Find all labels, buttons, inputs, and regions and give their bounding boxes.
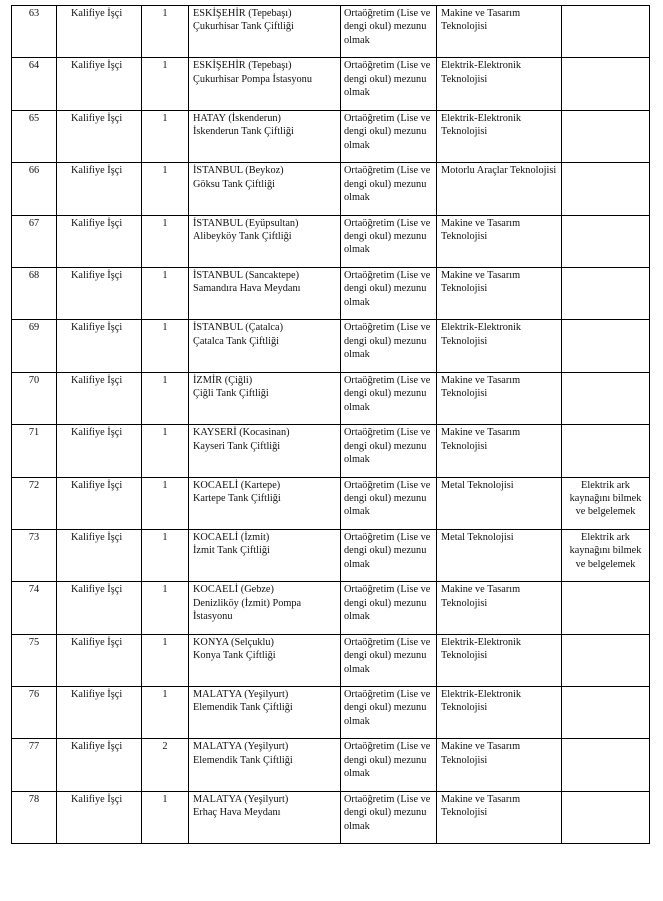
table-row <box>12 267 650 319</box>
position-title-cell <box>57 58 142 110</box>
location-site-text: Elemendik Tank Çiftliği <box>193 702 293 714</box>
row-number-cell <box>12 425 57 477</box>
table-row <box>12 425 650 477</box>
position-title-title-text: Kalifiye İşçi <box>71 322 123 334</box>
location-site-text: Çukurhisar Pompa İstasyonu <box>193 73 312 85</box>
location-location-text: İSTANBUL (Sancaktepe) <box>193 269 300 281</box>
note-cell <box>562 425 650 477</box>
location-site-text: Konya Tank Çiftliği <box>193 650 276 662</box>
field-cell <box>437 687 562 739</box>
field-cell <box>437 529 562 581</box>
education-education-text: Ortaöğretim (Lise ve dengi okul) mezunu olmak <box>344 8 431 46</box>
location-location-text: MALATYA (Yeşilyurt) <box>193 689 289 701</box>
note-cell <box>562 110 650 162</box>
field-cell <box>437 320 562 372</box>
location-cell <box>189 739 341 791</box>
position-count-count-text: 1 <box>162 374 168 386</box>
field-cell <box>437 791 562 843</box>
position-title-title-text: Kalifiye İşçi <box>71 269 123 281</box>
position-count-cell <box>142 529 189 581</box>
field-field-text: Elektrik-Elektronik Teknolojisi <box>441 60 522 85</box>
field-cell <box>437 477 562 529</box>
position-title-title-text: Kalifiye İşçi <box>71 741 123 753</box>
position-count-count-text: 1 <box>162 584 168 596</box>
location-cell <box>189 477 341 529</box>
position-title-cell <box>57 163 142 215</box>
location-site-text: Erhaç Hava Meydanı <box>193 807 281 819</box>
education-cell <box>341 215 437 267</box>
row-number-cell <box>12 267 57 319</box>
row-number-cell <box>12 582 57 634</box>
education-education-text: Ortaöğretim (Lise ve dengi okul) mezunu olmak <box>344 112 431 151</box>
field-field-text: Makine ve Tasarım Teknolojisi <box>441 269 521 295</box>
location-site-text: Çukurhisar Tank Çiftliği <box>193 21 294 33</box>
note-cell <box>562 215 650 267</box>
location-location-text: İSTANBUL (Eyüpsultan) <box>193 217 299 229</box>
position-title-title-text: Kalifiye İşçi <box>71 60 123 72</box>
table-row <box>12 477 650 529</box>
position-title-cell <box>57 739 142 791</box>
position-count-count-text: 1 <box>162 427 168 439</box>
position-title-cell <box>57 425 142 477</box>
field-cell <box>437 372 562 424</box>
education-education-text: Ortaöğretim (Lise ve dengi okul) mezunu olmak <box>344 374 431 413</box>
position-count-count-text: 1 <box>162 636 168 648</box>
position-title-cell <box>57 110 142 162</box>
location-cell <box>189 425 341 477</box>
location-cell <box>189 267 341 319</box>
position-title-title-text: Kalifiye İşçi <box>71 793 123 805</box>
position-count-cell <box>142 110 189 162</box>
field-cell <box>437 6 562 58</box>
position-count-cell <box>142 320 189 372</box>
location-cell <box>189 215 341 267</box>
position-title-cell <box>57 372 142 424</box>
position-count-cell <box>142 163 189 215</box>
education-education-text: Ortaöğretim (Lise ve dengi okul) mezunu olmak <box>344 165 431 203</box>
row-number-no-text: 70 <box>28 374 40 386</box>
position-count-count-text: 1 <box>162 531 168 543</box>
note-cell <box>562 320 650 372</box>
note-cell <box>562 372 650 424</box>
note-cell <box>562 582 650 634</box>
position-count-count-text: 1 <box>162 793 168 805</box>
field-field-text: Metal Teknolojisi <box>441 531 514 543</box>
table-row <box>12 6 650 58</box>
position-title-cell <box>57 791 142 843</box>
position-count-cell <box>142 425 189 477</box>
education-education-text: Ortaöğretim (Lise ve dengi okul) mezunu olmak <box>344 269 431 308</box>
row-number-no-text: 71 <box>28 427 40 439</box>
note-cell <box>562 739 650 791</box>
position-title-cell <box>57 634 142 686</box>
position-count-cell <box>142 477 189 529</box>
education-education-text: Ortaöğretim (Lise ve dengi okul) mezunu olmak <box>344 689 431 727</box>
note-cell <box>562 529 650 581</box>
position-title-cell <box>57 582 142 634</box>
field-field-text: Motorlu Araçlar Teknolojisi <box>441 165 557 177</box>
position-count-cell <box>142 372 189 424</box>
education-cell <box>341 739 437 791</box>
table-row <box>12 529 650 581</box>
position-count-count-text: 1 <box>162 269 168 281</box>
field-cell <box>437 425 562 477</box>
table-row <box>12 739 650 791</box>
education-cell <box>341 687 437 739</box>
education-cell <box>341 6 437 58</box>
location-cell <box>189 6 341 58</box>
note-cell <box>562 267 650 319</box>
location-location-text: KOCAELİ (Gebze) <box>193 584 274 596</box>
field-cell <box>437 215 562 267</box>
field-field-text: Metal Teknolojisi <box>441 479 514 491</box>
field-field-text: Elektrik-Elektronik Teknolojisi <box>441 112 522 138</box>
row-number-cell <box>12 6 57 58</box>
position-title-title-text: Kalifiye İşçi <box>71 427 123 439</box>
row-number-no-text: 65 <box>28 112 40 124</box>
field-cell <box>437 267 562 319</box>
location-site-text: Çatalca Tank Çiftliği <box>193 335 280 347</box>
row-number-cell <box>12 163 57 215</box>
position-count-count-text: 1 <box>162 8 168 19</box>
education-education-text: Ortaöğretim (Lise ve dengi okul) mezunu olmak <box>344 217 431 256</box>
table-row <box>12 791 650 843</box>
row-number-cell <box>12 739 57 791</box>
education-education-text: Ortaöğretim (Lise ve dengi okul) mezunu olmak <box>344 584 431 623</box>
education-cell <box>341 320 437 372</box>
table-row <box>12 634 650 686</box>
position-count-cell <box>142 267 189 319</box>
field-field-text: Elektrik-Elektronik Teknolojisi <box>441 322 522 347</box>
location-cell <box>189 58 341 110</box>
education-education-text: Ortaöğretim (Lise ve dengi okul) mezunu olmak <box>344 531 431 570</box>
location-location-text: KAYSERİ (Kocasinan) <box>193 427 290 439</box>
education-cell <box>341 163 437 215</box>
row-number-no-text: 77 <box>28 741 40 753</box>
education-cell <box>341 267 437 319</box>
field-field-text: Makine ve Tasarım Teknolojisi <box>441 584 521 609</box>
row-number-no-text: 67 <box>28 217 40 229</box>
field-field-text: Elektrik-Elektronik Teknolojisi <box>441 689 522 714</box>
position-title-cell <box>57 477 142 529</box>
position-count-count-text: 1 <box>162 112 168 124</box>
table-row <box>12 372 650 424</box>
position-count-cell <box>142 58 189 110</box>
position-title-cell <box>57 267 142 319</box>
row-number-no-text: 75 <box>28 636 40 648</box>
position-title-title-text: Kalifiye İşçi <box>71 112 123 124</box>
note-cell <box>562 634 650 686</box>
row-number-no-text: 73 <box>28 531 40 543</box>
position-title-title-text: Kalifiye İşçi <box>71 165 123 177</box>
field-cell <box>437 739 562 791</box>
education-education-text: Ortaöğretim (Lise ve dengi okul) mezunu olmak <box>344 636 431 675</box>
education-education-text: Ortaöğretim (Lise ve dengi okul) mezunu olmak <box>344 427 431 465</box>
location-site-text: Samandıra Hava Meydanı <box>193 283 301 295</box>
field-field-text: Makine ve Tasarım Teknolojisi <box>441 741 521 766</box>
location-cell <box>189 372 341 424</box>
position-count-count-text: 1 <box>162 60 168 72</box>
position-title-title-text: Kalifiye İşçi <box>71 479 123 491</box>
note-cell <box>562 687 650 739</box>
location-location-text: MALATYA (Yeşilyurt) <box>193 793 289 805</box>
location-location-text: İZMİR (Çiğli) <box>193 374 253 386</box>
note-note-text: Elektrik ark kaynağını bilmek ve belgelemek <box>569 479 642 518</box>
education-education-text: Ortaöğretim (Lise ve dengi okul) mezunu olmak <box>344 793 431 832</box>
location-site-text: İzmit Tank Çiftliği <box>193 545 270 557</box>
education-cell <box>341 110 437 162</box>
position-title-title-text: Kalifiye İşçi <box>71 689 123 701</box>
position-title-title-text: Kalifiye İşçi <box>71 584 123 596</box>
education-education-text: Ortaöğretim (Lise ve dengi okul) mezunu olmak <box>344 60 431 99</box>
location-location-text: KOCAELİ (İzmit) <box>193 531 270 543</box>
education-cell <box>341 634 437 686</box>
position-count-count-text: 1 <box>162 217 168 229</box>
note-cell <box>562 163 650 215</box>
table-row <box>12 58 650 110</box>
table-body <box>12 6 650 844</box>
location-cell <box>189 582 341 634</box>
location-site-text: Çiğli Tank Çiftliği <box>193 388 269 400</box>
position-count-cell <box>142 687 189 739</box>
job-listing-table <box>11 5 650 844</box>
education-education-text: Ortaöğretim (Lise ve dengi okul) mezunu olmak <box>344 479 431 518</box>
location-location-text: MALATYA (Yeşilyurt) <box>193 741 289 753</box>
location-location-text: KONYA (Selçuklu) <box>193 636 274 648</box>
location-location-text: KOCAELİ (Kartepe) <box>193 479 281 491</box>
location-location-text: HATAY (İskenderun) <box>193 112 281 124</box>
location-site-text: Kayseri Tank Çiftliği <box>193 440 281 452</box>
note-note-text: Elektrik ark kaynağını bilmek ve belgelemek <box>569 531 642 570</box>
row-number-cell <box>12 215 57 267</box>
location-site-text: Denizliköy (İzmit) Pompa İstasyonu <box>193 597 302 623</box>
position-title-cell <box>57 320 142 372</box>
field-field-text: Makine ve Tasarım Teknolojisi <box>441 793 521 819</box>
education-education-text: Ortaöğretim (Lise ve dengi okul) mezunu olmak <box>344 322 431 361</box>
row-number-no-text: 69 <box>28 322 40 334</box>
education-education-text: Ortaöğretim (Lise ve dengi okul) mezunu olmak <box>344 741 431 780</box>
position-count-cell <box>142 6 189 58</box>
note-cell <box>562 6 650 58</box>
field-field-text: Elektrik-Elektronik Teknolojisi <box>441 636 522 662</box>
note-cell <box>562 58 650 110</box>
position-title-cell <box>57 687 142 739</box>
position-title-title-text: Kalifiye İşçi <box>71 531 123 543</box>
position-title-title-text: Kalifiye İşçi <box>71 636 123 648</box>
position-count-cell <box>142 791 189 843</box>
field-field-text: Makine ve Tasarım Teknolojisi <box>441 374 521 400</box>
row-number-no-text: 68 <box>28 269 40 281</box>
field-cell <box>437 110 562 162</box>
location-location-text: ESKİŞEHİR (Tepebaşı) <box>193 8 292 19</box>
location-site-text: Alibeyköy Tank Çiftliği <box>193 230 292 242</box>
location-site-text: Kartepe Tank Çiftliği <box>193 492 281 504</box>
position-count-count-text: 2 <box>162 741 168 753</box>
row-number-no-text: 66 <box>28 165 40 177</box>
table-row <box>12 687 650 739</box>
location-site-text: Göksu Tank Çiftliği <box>193 178 276 190</box>
position-count-count-text: 1 <box>162 689 168 701</box>
education-cell <box>341 791 437 843</box>
field-cell <box>437 582 562 634</box>
education-cell <box>341 529 437 581</box>
location-cell <box>189 791 341 843</box>
row-number-cell <box>12 687 57 739</box>
field-field-text: Makine ve Tasarım Teknolojisi <box>441 8 521 33</box>
location-cell <box>189 163 341 215</box>
table-row <box>12 215 650 267</box>
education-cell <box>341 58 437 110</box>
position-title-cell <box>57 529 142 581</box>
row-number-cell <box>12 372 57 424</box>
table-row <box>12 163 650 215</box>
field-field-text: Makine ve Tasarım Teknolojisi <box>441 427 521 452</box>
field-field-text: Makine ve Tasarım Teknolojisi <box>441 217 521 242</box>
note-cell <box>562 477 650 529</box>
location-cell <box>189 110 341 162</box>
note-cell <box>562 791 650 843</box>
row-number-cell <box>12 58 57 110</box>
field-cell <box>437 58 562 110</box>
row-number-cell <box>12 634 57 686</box>
row-number-no-text: 63 <box>28 8 40 19</box>
education-cell <box>341 372 437 424</box>
row-number-cell <box>12 529 57 581</box>
position-title-cell <box>57 215 142 267</box>
position-count-cell <box>142 215 189 267</box>
location-location-text: İSTANBUL (Beykoz) <box>193 165 284 177</box>
position-count-count-text: 1 <box>162 322 168 334</box>
table-row <box>12 320 650 372</box>
location-site-text: İskenderun Tank Çiftliği <box>193 126 294 138</box>
location-cell <box>189 687 341 739</box>
location-cell <box>189 634 341 686</box>
row-number-no-text: 76 <box>28 689 40 701</box>
position-count-cell <box>142 634 189 686</box>
row-number-no-text: 64 <box>28 60 40 72</box>
position-title-title-text: Kalifiye İşçi <box>71 374 123 386</box>
row-number-no-text: 74 <box>28 584 40 596</box>
position-count-cell <box>142 582 189 634</box>
field-cell <box>437 634 562 686</box>
position-title-cell <box>57 6 142 58</box>
row-number-cell <box>12 477 57 529</box>
education-cell <box>341 582 437 634</box>
position-title-title-text: Kalifiye İşçi <box>71 8 123 19</box>
education-cell <box>341 425 437 477</box>
location-cell <box>189 529 341 581</box>
position-title-title-text: Kalifiye İşçi <box>71 217 123 229</box>
location-cell <box>189 320 341 372</box>
education-cell <box>341 477 437 529</box>
position-count-count-text: 1 <box>162 479 168 491</box>
field-cell <box>437 163 562 215</box>
row-number-cell <box>12 791 57 843</box>
location-location-text: İSTANBUL (Çatalca) <box>193 322 284 334</box>
position-count-cell <box>142 739 189 791</box>
table-row <box>12 582 650 634</box>
table-row <box>12 110 650 162</box>
position-count-count-text: 1 <box>162 165 168 177</box>
location-location-text: ESKİŞEHİR (Tepebaşı) <box>193 60 292 72</box>
row-number-no-text: 72 <box>28 479 40 491</box>
location-site-text: Elemendik Tank Çiftliği <box>193 754 293 766</box>
row-number-no-text: 78 <box>28 793 40 805</box>
row-number-cell <box>12 320 57 372</box>
row-number-cell <box>12 110 57 162</box>
